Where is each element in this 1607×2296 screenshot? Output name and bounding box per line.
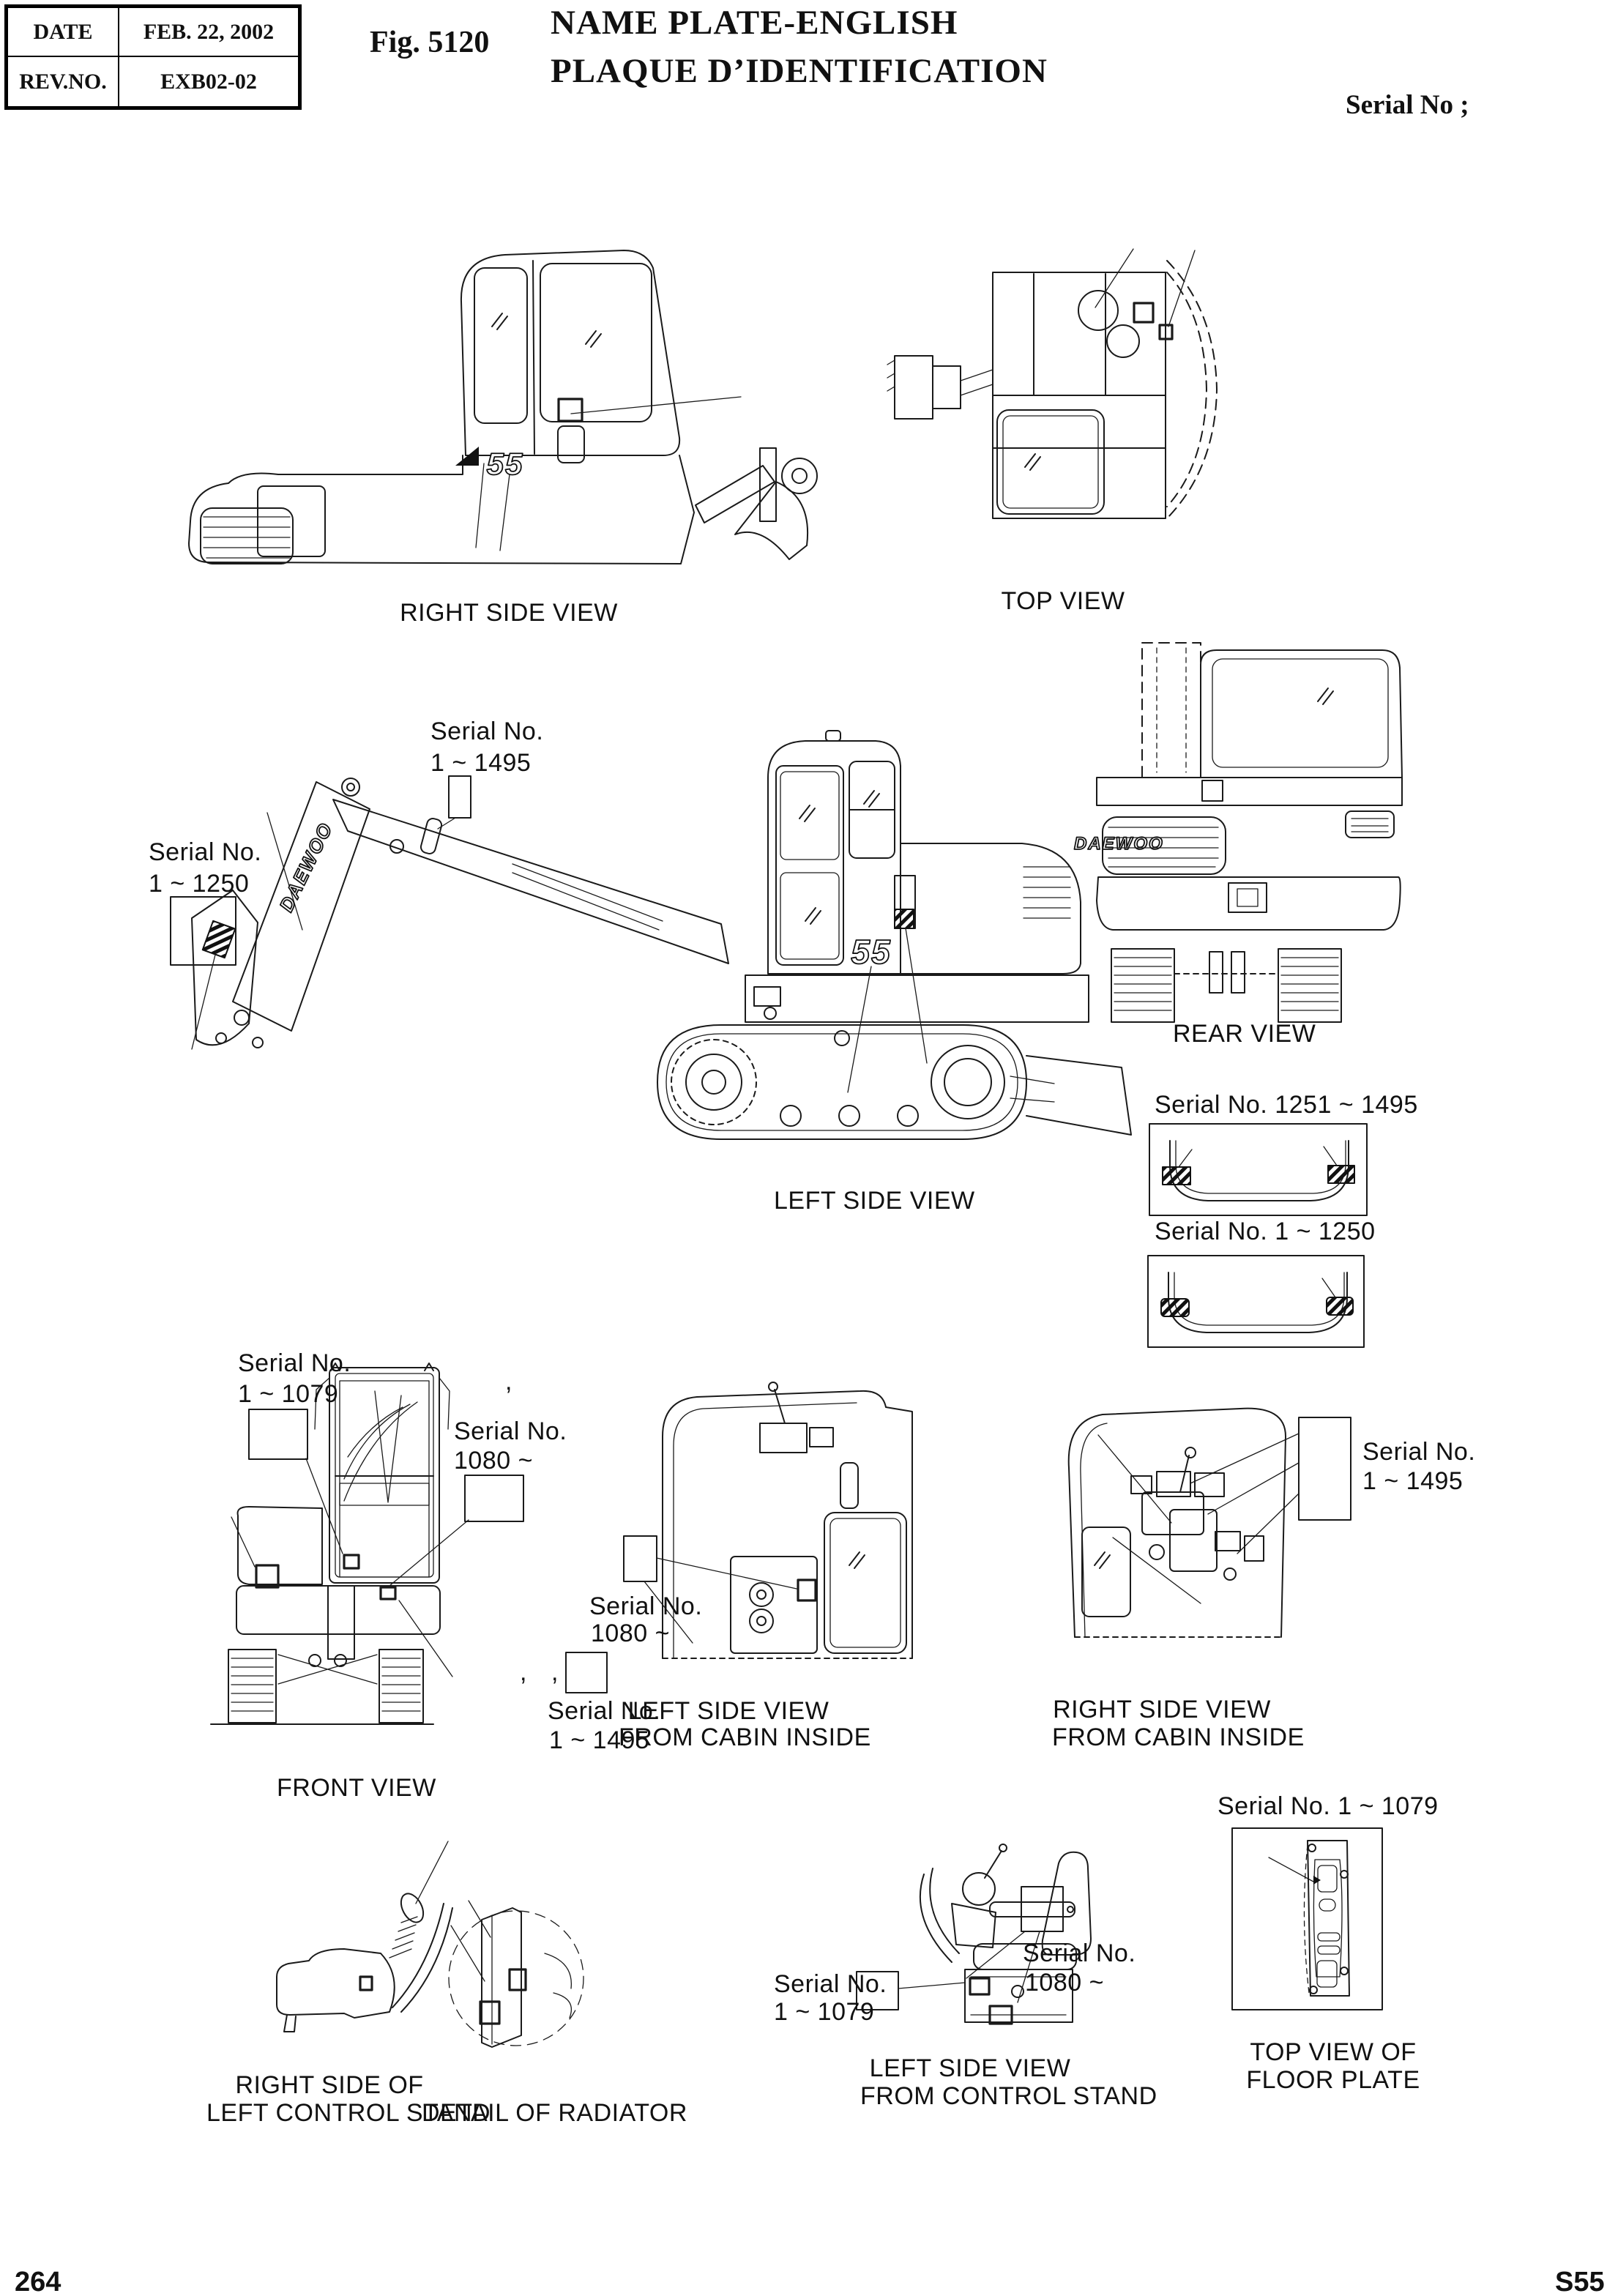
serial-left-cabin-label: Serial No. xyxy=(589,1592,703,1620)
nameplate-target-right-side xyxy=(559,399,582,421)
stripe-decal-right xyxy=(1327,1297,1353,1315)
right-side-view-drawing xyxy=(189,250,817,564)
brand-logo-rear: DAEWOO xyxy=(1074,834,1164,854)
serial-front-left-label: Serial No. xyxy=(238,1349,351,1377)
control-stand-drawing xyxy=(277,1841,452,2032)
serial-seat-left-label: Serial No. xyxy=(774,1970,887,1998)
serial-seat-left-range: 1 ~ 1079 xyxy=(774,1998,875,2026)
label-left-cabin-line2: FROM CABIN INSIDE xyxy=(619,1723,871,1751)
date-label: DATE xyxy=(8,8,119,57)
label-floor-plate-line1: TOP VIEW OF xyxy=(1250,2038,1417,2066)
stripe-decal-left xyxy=(1163,1167,1190,1185)
date-value: FEB. 22, 2002 xyxy=(119,8,298,57)
top-view-drawing xyxy=(887,249,1217,518)
serial-left-cabin-range: 1080 ~ xyxy=(591,1620,670,1647)
callout-box-left-cabin xyxy=(624,1536,657,1581)
label-front-view: FRONT VIEW xyxy=(277,1774,436,1802)
label-left-cabin-line1: LEFT SIDE VIEW xyxy=(627,1697,829,1725)
sticker-target-radiator-lower xyxy=(480,2002,499,2024)
right-cabin-inside-drawing xyxy=(1069,1409,1299,1637)
counterweight-plate-late-serial xyxy=(1149,1124,1367,1215)
serial-no-heading: Serial No ; xyxy=(1346,90,1469,120)
serial-front-right-range: 1080 ~ xyxy=(454,1447,533,1475)
page-title-french: PLAQUE D’IDENTIFICATION xyxy=(551,52,1048,90)
label-control-left-line2: FROM CONTROL STAND xyxy=(860,2082,1157,2110)
label-top-view: TOP VIEW xyxy=(1001,587,1125,615)
serial-right-cabin-range: 1 ~ 1495 xyxy=(1362,1467,1464,1495)
sticker-target-control-stand xyxy=(360,1977,372,1990)
callout-box-boom xyxy=(449,776,471,818)
serial-boom-range: 1 ~ 1495 xyxy=(430,749,532,777)
sticker-target-body xyxy=(381,1587,395,1599)
label-control-stand-line2: LEFT CONTROL STAND xyxy=(206,2099,491,2127)
stripe-decal-right xyxy=(1328,1166,1354,1183)
serial-seat-right-label: Serial No. xyxy=(1023,1939,1136,1967)
serial-floor-plate: Serial No. 1 ~ 1079 xyxy=(1218,1792,1439,1820)
counterweight-plate-early-serial xyxy=(1148,1256,1364,1347)
label-rear-view: REAR VIEW xyxy=(1173,1020,1316,1048)
page-title-english: NAME PLATE-ENGLISH xyxy=(551,4,958,42)
callout-box-seat-right xyxy=(1021,1887,1063,1931)
serial-sticker-boom xyxy=(420,817,443,855)
label-right-cabin-line1: RIGHT SIDE VIEW xyxy=(1053,1696,1271,1723)
serial-front-right-label: Serial No. xyxy=(454,1417,567,1445)
rev-label: REV.NO. xyxy=(8,57,119,106)
serial-counterweight-late: Serial No. 1251 ~ 1495 xyxy=(1155,1091,1418,1119)
rev-value: EXB02-02 xyxy=(160,69,257,94)
figure-number: Fig. 5120 xyxy=(370,26,490,59)
label-radiator-detail: DETAIL OF RADIATOR xyxy=(422,2099,687,2127)
serial-seat-right-range: 1080 ~ xyxy=(1025,1969,1104,1997)
radiator-detail-drawing xyxy=(449,1901,583,2047)
sticker-target-cab xyxy=(344,1555,359,1568)
page-number: 264 xyxy=(15,2267,61,2296)
serial-front-left-range: 1 ~ 1079 xyxy=(238,1380,339,1408)
sticker-target-radiator-upper xyxy=(510,1969,526,1990)
sticker-target-left-cabin xyxy=(798,1580,816,1600)
serial-front-bottom-range: 1 ~ 1495 xyxy=(549,1726,650,1754)
floor-plate-drawing xyxy=(1232,1828,1382,2010)
label-right-side-view: RIGHT SIDE VIEW xyxy=(400,599,618,627)
model-number-left-side: 55 xyxy=(851,933,892,971)
warning-sticker-bucket xyxy=(203,921,235,958)
comma-mark-2: , xyxy=(551,1658,559,1686)
callout-box-front-left xyxy=(249,1409,307,1459)
brand-logo-boom: DAEWOO xyxy=(275,819,338,915)
label-floor-plate-line2: FLOOR PLATE xyxy=(1246,2066,1420,2094)
serial-bucket-label: Serial No. xyxy=(149,838,262,866)
label-left-side-view: LEFT SIDE VIEW xyxy=(774,1187,975,1215)
section-code: S55 xyxy=(1555,2267,1605,2296)
warning-sticker-body xyxy=(895,909,914,928)
serial-boom-label: Serial No. xyxy=(430,718,544,745)
serial-right-cabin-label: Serial No. xyxy=(1362,1438,1476,1466)
callout-box-right-cabin xyxy=(1299,1417,1351,1520)
sticker-target-seat-base xyxy=(970,1978,989,1994)
callout-box-front-bottom xyxy=(566,1652,607,1693)
stray-comma-mark: , xyxy=(505,1368,512,1395)
label-control-stand-line1: RIGHT SIDE OF xyxy=(235,2071,424,2099)
nameplate-target-top-view xyxy=(1134,303,1153,322)
rear-view-drawing xyxy=(1074,643,1402,1022)
stripe-decal-left xyxy=(1161,1299,1189,1316)
label-control-left-line1: LEFT SIDE VIEW xyxy=(869,2054,1071,2082)
serial-counterweight-early: Serial No. 1 ~ 1250 xyxy=(1155,1218,1376,1245)
model-number-right-side: 55 xyxy=(486,447,524,481)
comma-mark-1: , xyxy=(520,1658,527,1686)
serial-front-bottom-label: Serial No. xyxy=(548,1697,661,1725)
serial-bucket-range: 1 ~ 1250 xyxy=(149,870,250,898)
label-right-cabin-line2: FROM CABIN INSIDE xyxy=(1052,1723,1305,1751)
left-side-view-drawing xyxy=(192,731,1131,1139)
callout-box-front-right xyxy=(465,1475,523,1521)
